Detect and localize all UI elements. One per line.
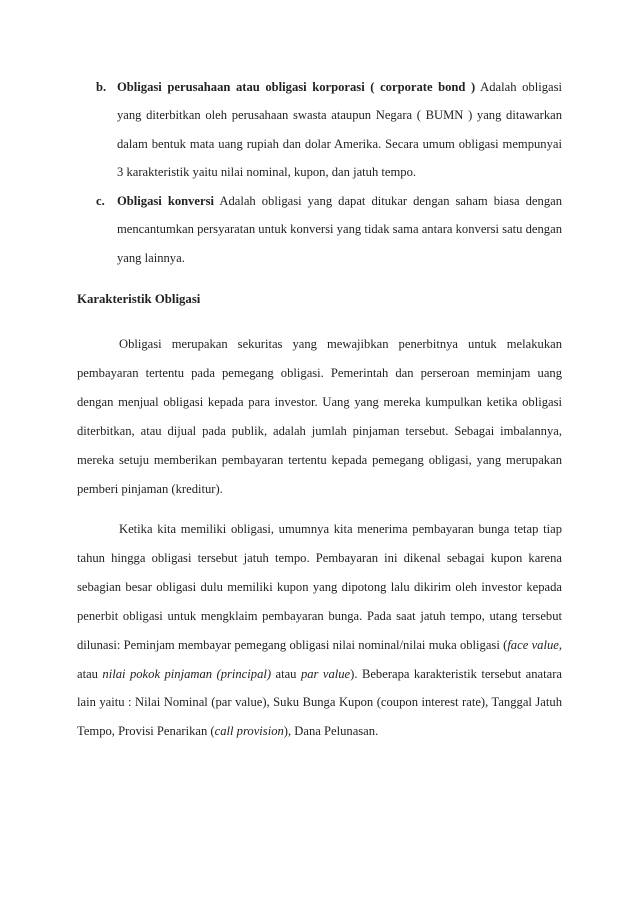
list-item-title: Obligasi perusahaan atau obligasi korporasi ( corporate bond )	[117, 80, 476, 94]
list-item-text: Adalah obligasi yang dapat ditukar dengan saham biasa dengan mencantumkan persyaratan untuk konversi yang tidak sama antara konversi satu dengan yang lainnya.	[117, 194, 562, 265]
paragraph-bond-characteristics	[77, 515, 562, 746]
italic-term: face value	[507, 637, 559, 652]
text-span: ), Dana Pelunasan.	[283, 724, 379, 739]
section-heading: Karakteristik Obligasi	[77, 292, 201, 306]
list-item-convertible-bond	[96, 187, 562, 272]
list-item-corporate-bond	[96, 73, 562, 186]
text-span: atau	[271, 666, 301, 681]
text-span: , atau	[77, 637, 562, 681]
text-span: Ketika kita memiliki obligasi, umumnya kita menerima pembayaran bunga tetap tiap tahun hingga obligasi tersebut jatuh tempo. Pembayaran ini dikenal sebagai kupon karena sebagian besar obligasi dulu memiliki kupon yang dipotong lalu dikirim oleh investor kepada penerbit obligasi untuk mengklaim pembayaran bunga. Pada saat jatuh tempo, utang tersebut dilunasi: Peminjam membayar pemegang obligasi nilai nominal/nilai muka obligasi (	[77, 522, 562, 652]
list-item-body	[117, 73, 562, 186]
list-marker: c.	[96, 194, 105, 208]
list-item-text: Adalah obligasi yang diterbitkan oleh perusahaan swasta ataupun Negara ( BUMN ) yang ditawarkan dalam bentuk mata uang rupiah dan dolar Amerika. Secara umum obligasi mempunyai 3 karakteristik yaitu nilai nominal, kupon, dan jatuh tempo.	[117, 80, 562, 179]
list-marker: b.	[96, 80, 107, 94]
italic-term: call provision	[214, 724, 284, 739]
list-item-body	[117, 187, 562, 272]
italic-term: par value	[300, 666, 351, 681]
list-item-title: Obligasi konversi	[117, 194, 214, 208]
text-span: ). Beberapa karakteristik tersebut anatara lain yaitu : Nilai Nominal (par value), Suku Bunga Kupon (coupon interest rate), Tanggal Jatuh Tempo, Provisi Penarikan (	[77, 666, 562, 739]
paragraph-bond-definition: Obligasi merupakan sekuritas yang mewajibkan penerbitnya untuk melakukan pembayaran tertentu pada pemegang obligasi. Pemerintah dan perseroan meminjam uang dengan menjual obligasi kepada para investor. Uang yang mereka kumpulkan ketika obligasi diterbitkan, atau dijual pada publik, adalah jumlah pinjaman tersebut. Sebagai imbalannya, mereka setuju memberikan pembayaran tertentu kepada pemegang obligasi, yang merupakan pemberi pinjaman (kreditur).	[77, 337, 562, 496]
italic-term: nilai pokok pinjaman (principal)	[102, 666, 272, 681]
